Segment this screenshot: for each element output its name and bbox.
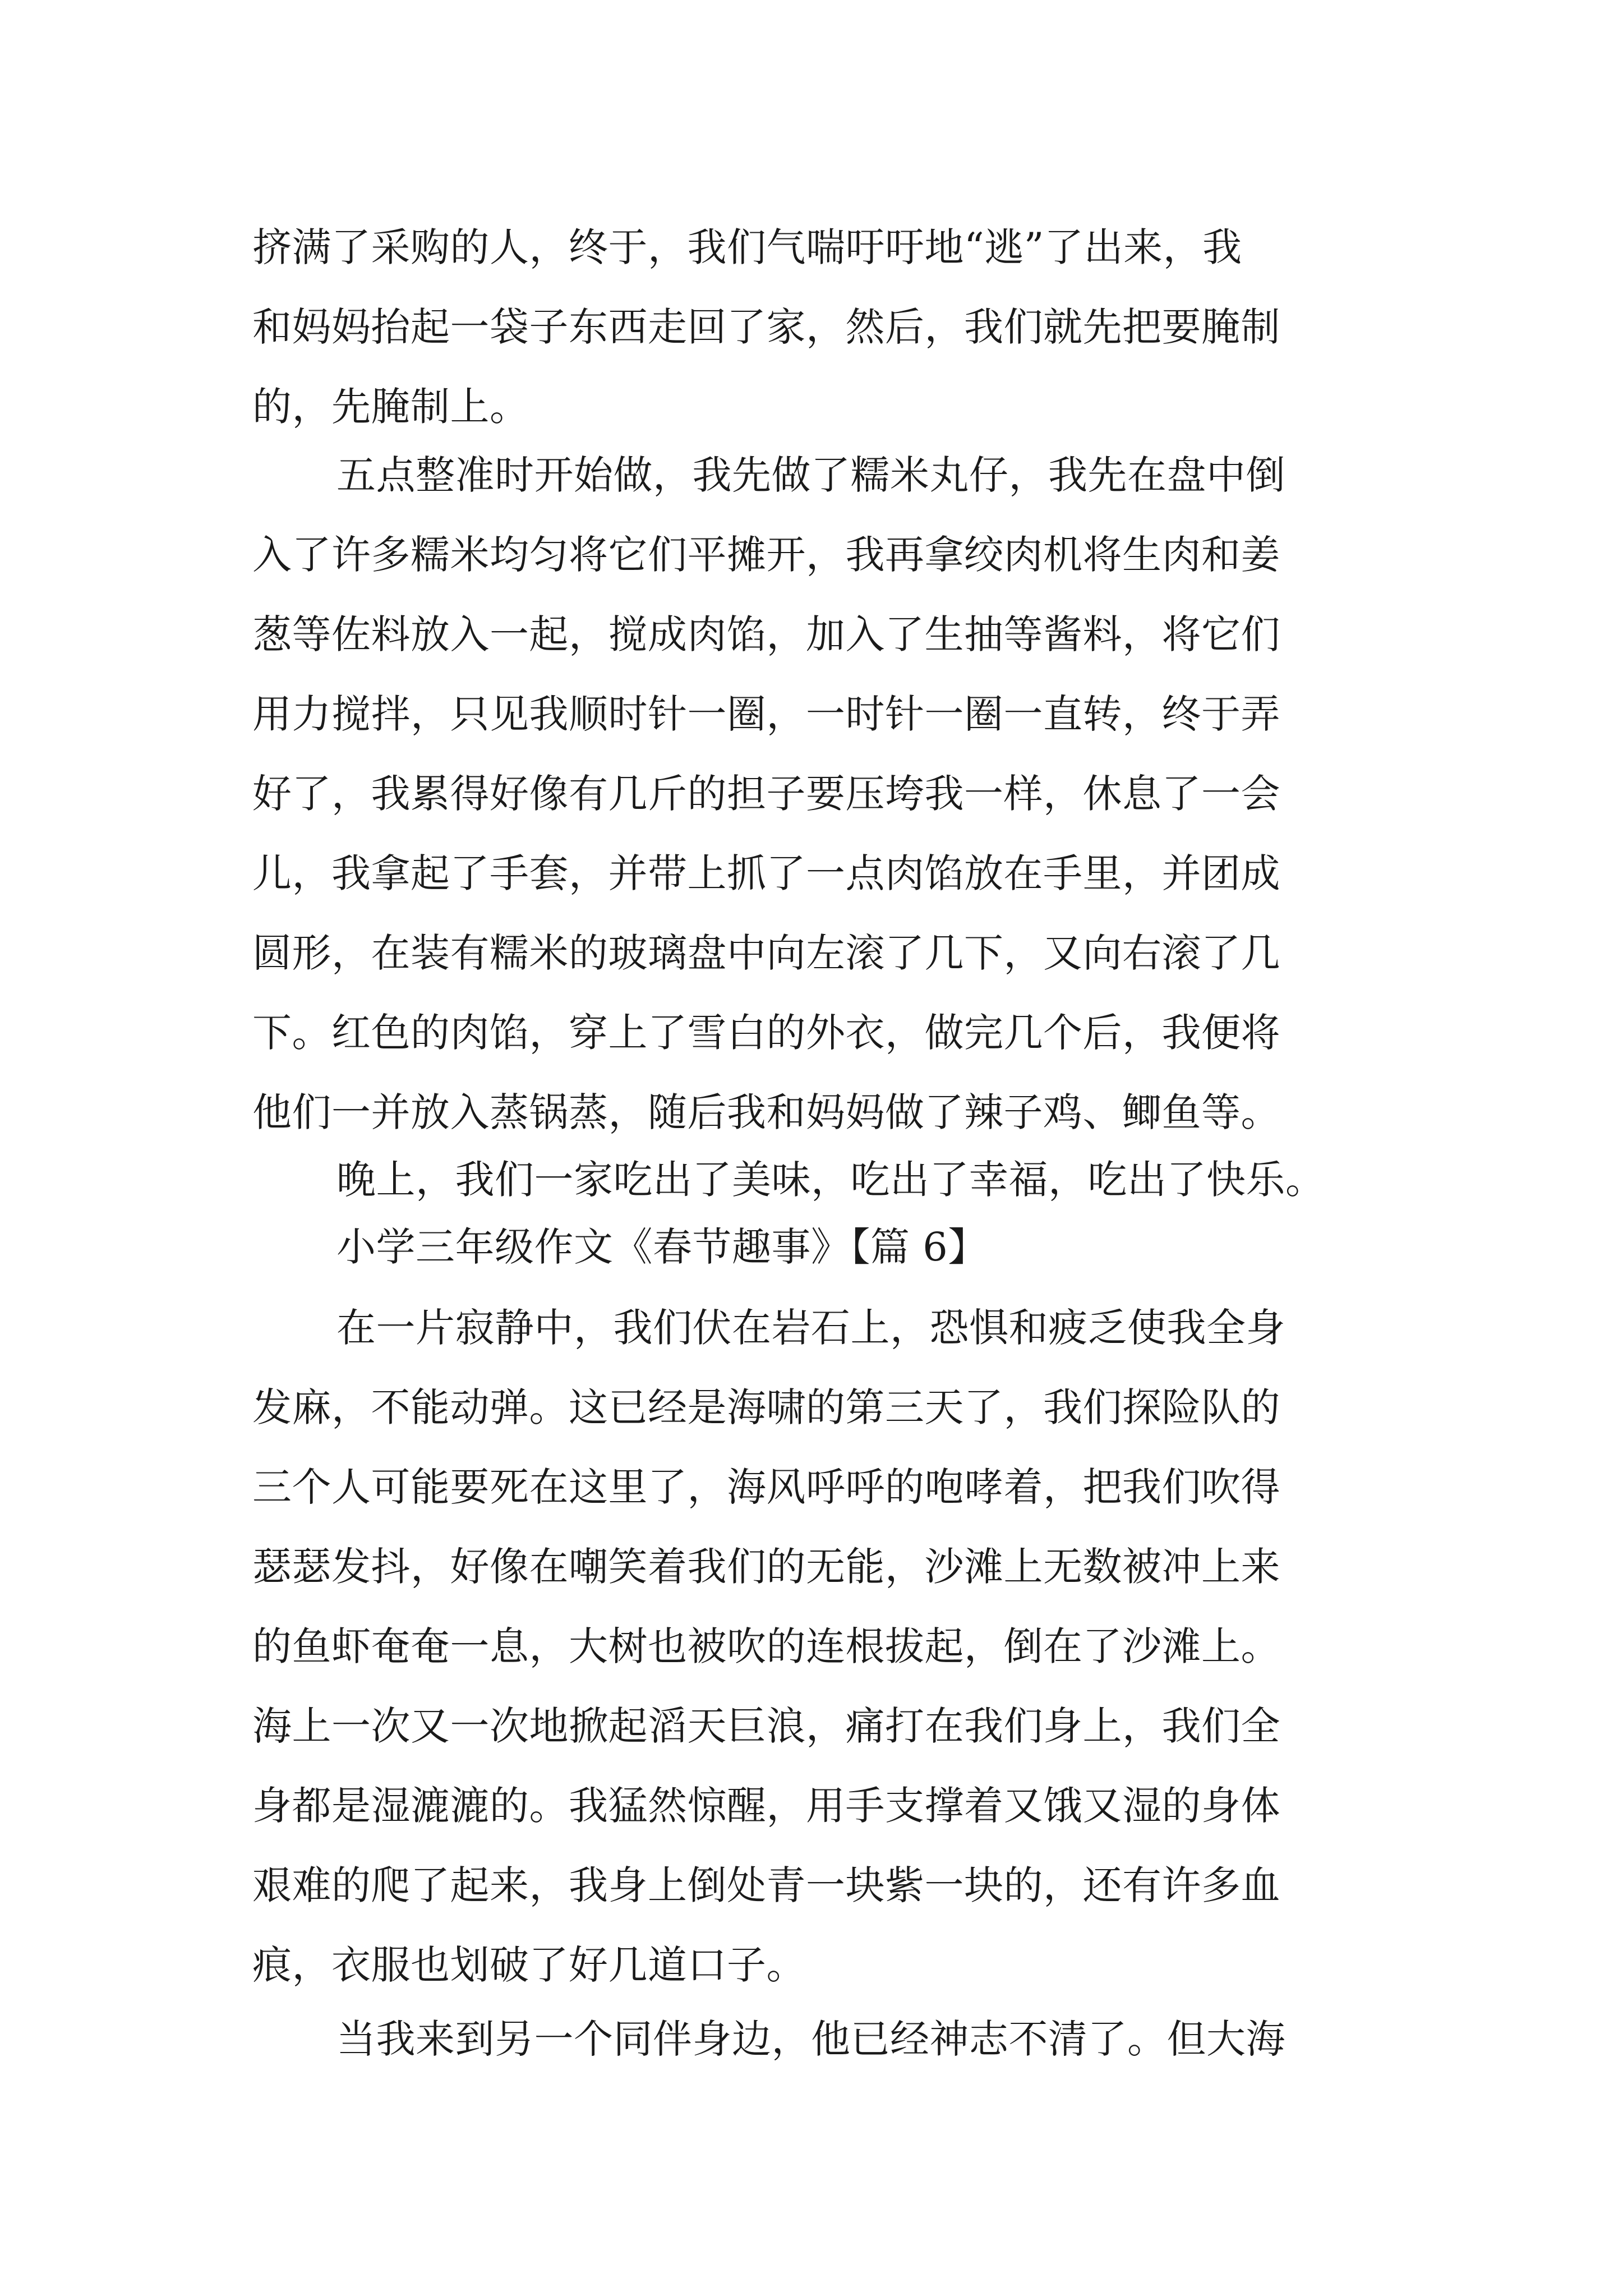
text-line-3: 的，先腌制上。 [252, 384, 529, 430]
text-line-16: 发麻，不能动弹。这已经是海啸的第三天了，我们探险队的 [252, 1384, 1280, 1430]
text-line-20: 海上一次又一次地掀起滔天巨浪，痛打在我们身上，我们全 [252, 1703, 1280, 1749]
text-line-17: 三个人可能要死在这里了，海风呼呼的咆哮着，把我们吹得 [252, 1464, 1280, 1510]
text-line-7: 用力搅拌，只见我顺时针一圈，一时针一圈一直转，终于弄 [252, 691, 1280, 737]
text-line-4: 五点整准时开始做，我先做了糯米丸仔，我先在盘中倒 [336, 452, 1285, 498]
text-line-19: 的鱼虾奄奄一息，大树也被吹的连根拔起，倒在了沙滩上。 [252, 1623, 1280, 1669]
text-line-6: 葱等佐料放入一起，搅成肉馅，加入了生抽等酱料，将它们 [252, 611, 1280, 657]
text-line-8: 好了，我累得好像有几斤的担子要压垮我一样，休息了一会 [252, 771, 1280, 817]
text-line-15: 在一片寂静中，我们伏在岩石上，恐惧和疲乏使我全身 [336, 1305, 1285, 1351]
text-line-11: 下。红色的肉馅，穿上了雪白的外衣，做完几个后，我便将 [252, 1010, 1280, 1056]
text-line-23: 痕，衣服也划破了好几道口子。 [252, 1942, 806, 1988]
text-line-13: 晚上，我们一家吃出了美味，吃出了幸福，吃出了快乐。 [336, 1157, 1325, 1203]
text-line-18: 瑟瑟发抖，好像在嘲笑着我们的无能，沙滩上无数被冲上来 [252, 1544, 1280, 1590]
text-line-5: 入了许多糯米均匀将它们平摊开，我再拿绞肉机将生肉和姜 [252, 532, 1280, 578]
text-line-9: 儿，我拿起了手套，并带上抓了一点肉馅放在手里，并团成 [252, 850, 1280, 896]
text-line-22: 艰难的爬了起来，我身上倒处青一块紫一块的，还有许多血 [252, 1862, 1280, 1908]
text-line-12: 他们一并放入蒸锅蒸，随后我和妈妈做了辣子鸡、鲫鱼等。 [252, 1089, 1280, 1135]
text-line-24: 当我来到另一个同伴身边，他已经神志不清了。但大海 [336, 2016, 1285, 2062]
section-heading: 小学三年级作文《春节趣事》【篇 6】 [336, 1224, 988, 1270]
text-line-10: 圆形，在装有糯米的玻璃盘中向左滚了几下，又向右滚了几 [252, 930, 1280, 976]
text-line-1: 挤满了采购的人，终于，我们气喘吁吁地“逃”了出来，我 [252, 224, 1242, 270]
text-line-21: 身都是湿漉漉的。我猛然惊醒，用手支撑着又饿又湿的身体 [252, 1783, 1280, 1829]
text-line-2: 和妈妈抬起一袋子东西走回了家，然后，我们就先把要腌制 [252, 304, 1280, 350]
